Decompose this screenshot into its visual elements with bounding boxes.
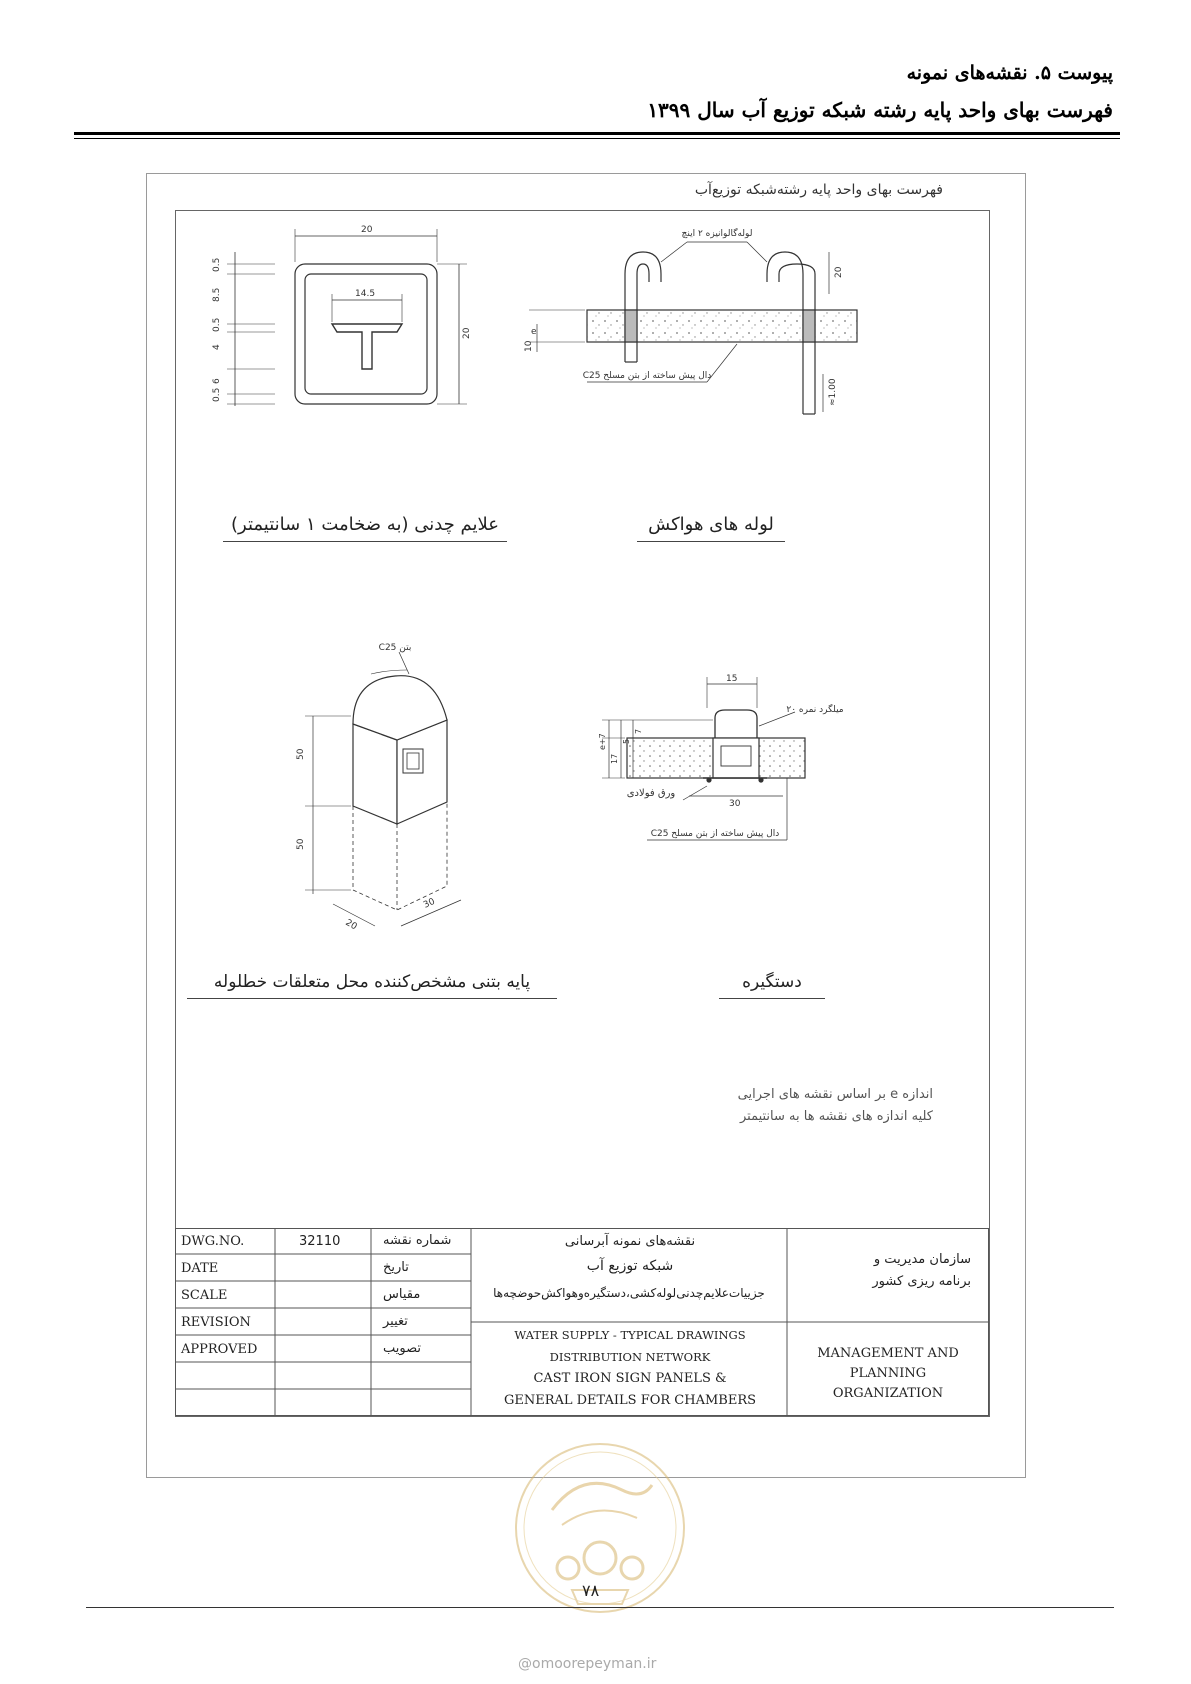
handle-caption: دستگیره (719, 972, 825, 999)
drawings-canvas (147, 174, 1025, 1224)
fa-title-line1: نقشه‌های نمونه آبرسانی (564, 1234, 696, 1249)
dim-label: 20 (462, 327, 472, 339)
dim-label: 20 (834, 266, 844, 278)
scale-fa: مقیاس (383, 1287, 421, 1302)
header-rule-thin (74, 138, 1120, 139)
en-title-line4: GENERAL DETAILS FOR CHAMBERS (503, 1393, 757, 1408)
date-label: DATE (181, 1261, 219, 1276)
org-en-line1: MANAGEMENT AND (817, 1346, 959, 1361)
dim-label: 7 (634, 728, 643, 734)
dim-label: 0.5 (212, 317, 222, 332)
dwg-no-fa: شماره نقشه (383, 1233, 452, 1248)
dim-label: e (531, 327, 537, 337)
dim-label: 6 (212, 378, 222, 384)
header-document-title: فهرست بهای واحد پایه رشته شبکه توزیع آب سال ۱۳۹۹ (647, 98, 1113, 122)
dim-label: ≈1.00 (828, 378, 838, 406)
en-title-line2: DISTRIBUTION NETWORK (549, 1350, 711, 1364)
dim-label: 10 (524, 340, 534, 352)
header-appendix-title: پیوست ۵. نقشه‌های نمونه (906, 62, 1113, 84)
dim-label: 0.5 (212, 387, 222, 402)
handle-drawing (602, 677, 805, 840)
en-title-line1: WATER SUPPLY - TYPICAL DRAWINGS (514, 1328, 746, 1342)
drawing-sheet (146, 173, 1026, 1478)
org-en-line2: PLANNING (849, 1366, 927, 1381)
dim-label: 30 (422, 896, 437, 911)
dim-label: 50 (296, 838, 306, 850)
sheet-top-title: فهرست بهای واحد پایه رشته‌شبکه توزیع‌آب (694, 182, 943, 198)
header-rule-thick (74, 132, 1120, 135)
revision-fa: تغییر (383, 1314, 408, 1329)
scale-label: SCALE (181, 1288, 228, 1303)
plate-label: ورق فولادی (626, 788, 676, 799)
sign-panel-caption: علایم چدنی (به ضخامت ۱ سانتیمتر) (223, 514, 507, 542)
website-watermark: @omoorepeyman.ir (518, 1656, 657, 1672)
revision-label: REVISION (181, 1315, 251, 1330)
date-fa: تاریخ (383, 1260, 409, 1275)
dim-label: 17 (610, 753, 619, 764)
dwg-no-label: DWG.NO. (181, 1234, 245, 1249)
bar-label: میلگرد نمره ۲۰ (786, 705, 844, 715)
omoorepeyman-watermark-logo (512, 1440, 688, 1616)
dim-label: 5 (622, 738, 631, 744)
dim-label: e+7 (598, 733, 607, 750)
concrete-label: بتن C25 (378, 643, 412, 653)
note-line: کلیه اندازه های نقشه ها به سانتیمتر (739, 1109, 933, 1124)
dim-label: 30 (729, 799, 741, 809)
dim-label: 8.5 (212, 287, 222, 302)
note-line: اندازه e بر اساس نقشه های اجرایی (737, 1087, 933, 1102)
org-fa-line2: برنامه ریزی کشور (872, 1274, 971, 1289)
air-pipes-drawing (529, 242, 857, 414)
page-number: ۷۸ (582, 1581, 600, 1600)
dim-label: 20 (343, 917, 359, 933)
footer-rule (86, 1607, 1114, 1608)
org-fa-line1: سازمان مدیریت و (873, 1252, 971, 1267)
approved-fa: تصویب (383, 1341, 421, 1356)
dim-label: 20 (361, 225, 373, 235)
pipe-label: لوله‌گالوانیزه ۲ اینچ (681, 229, 753, 239)
slab-label: دال پیش ساخته از بتن مسلح C25 (582, 371, 712, 381)
approved-label: APPROVED (181, 1342, 258, 1357)
slab-label: دال پیش ساخته از بتن مسلح C25 (650, 829, 780, 839)
org-en-line3: ORGANIZATION (832, 1386, 944, 1401)
sign-panel-drawing (227, 229, 467, 406)
sheet-notes (738, 1084, 933, 1128)
marker-caption: پایه بتنی مشخص‌کننده محل متعلقات خطلوله (187, 972, 557, 999)
dim-label: 15 (726, 674, 738, 684)
dwg-no-value: 32110 (299, 1234, 341, 1249)
en-title-line3: CAST IRON SIGN PANELS & (533, 1371, 727, 1386)
title-block (175, 1228, 989, 1416)
sign-panel-dimensions (212, 225, 472, 402)
air-pipes-caption: لوله های هواکش (637, 514, 785, 542)
fa-title-line2: شبکه توزیع آب (586, 1258, 674, 1274)
dim-label: 14.5 (355, 289, 376, 299)
dim-label: 50 (296, 748, 306, 760)
fa-title-line3: جزییات‌علایم‌چدنی‌لوله‌کشی،دستگیره‌وهواکش‌حوضچه‌ها (493, 1286, 765, 1300)
marker-drawing (305, 652, 461, 926)
dim-label: 4 (212, 344, 222, 350)
dim-label: 0.5 (212, 257, 222, 272)
